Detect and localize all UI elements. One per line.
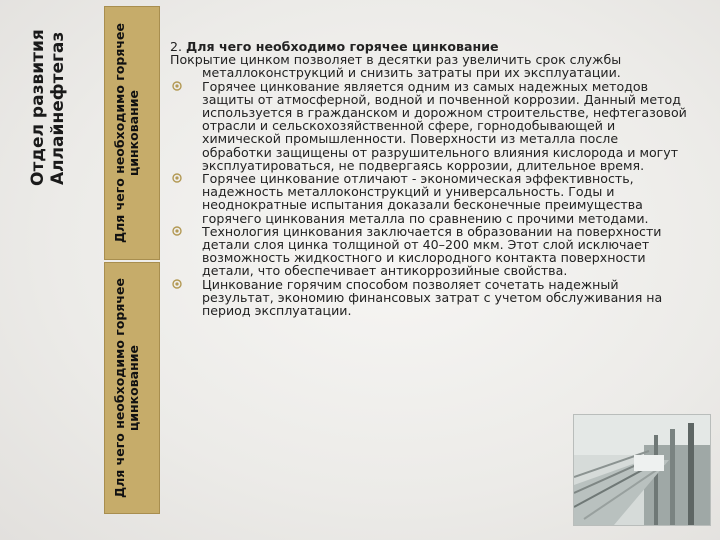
side-panel-top — [104, 6, 160, 260]
list-item — [170, 225, 690, 278]
pipeline-photo-image — [574, 415, 710, 525]
side-panel-bottom — [104, 262, 160, 514]
organization-title — [28, 18, 98, 198]
bullet-text: Технология цинкования заключается в образовании на поверхности детали слоя цинка толщиной от 40–200 мкм. Этот слой исключает возможность жидкостного и кислородного контакта поверхности детали, что обеспечивает антикоррозийные свойства. — [202, 223, 662, 279]
bullet-text: Горячее цинкование является одним из самых надежных методов защиты от атмосферной, водной и почвенной коррозии. Данный метод используется в гражданском и дорожном строительстве, нефтегазовой отрасли и сельскохозяйственной сфере, горнодобывающей и химической промышленности. Поверхности из металла после обработки защищены от разрушительного влияния кислорода и могут эксплуатироваться, не подвергаясь коррозии, длительное время. — [202, 78, 687, 173]
sun-bullet-icon — [172, 226, 182, 236]
slide-content — [170, 40, 690, 317]
intro-first-line: Покрытие цинком позволяет в десятки раз увеличить срок службы — [170, 52, 622, 68]
bullet-text: Горячее цинкование отличают - экономическая эффективность, надежность металлоконструкций и универсальность. Годы и неоднократные испытания доказали бесконечные преимущества горячего цинкования металла по сравнению с прочими методами. — [202, 171, 649, 226]
side-panel-bottom-label: Для чего необходимо горячее цинкование — [112, 278, 141, 498]
sun-bullet-icon — [172, 279, 182, 289]
pipeline-photo — [573, 414, 711, 526]
list-item — [170, 172, 690, 225]
organization-title-text: Отдел развития Аллайнефтегаз — [28, 29, 68, 187]
section-heading-text: Для чего необходимо горячее цинкование — [186, 39, 499, 54]
list-item — [170, 80, 690, 172]
sun-bullet-icon — [172, 81, 182, 91]
sun-bullet-icon — [172, 173, 182, 183]
bullet-list — [170, 80, 690, 318]
intro-paragraph — [170, 53, 690, 79]
section-number: 2. — [170, 39, 183, 54]
list-item — [170, 278, 690, 318]
intro-continuation: металлоконструкций и снизить затраты при их эксплуатации. — [202, 65, 621, 81]
side-panel-top-label: Для чего необходимо горячее цинкование — [112, 23, 141, 243]
bullet-text: Цинкование горячим способом позволяет сочетать надежный результат, экономию финансовых затрат с учетом обслуживания на период эксплуатации. — [202, 276, 663, 319]
